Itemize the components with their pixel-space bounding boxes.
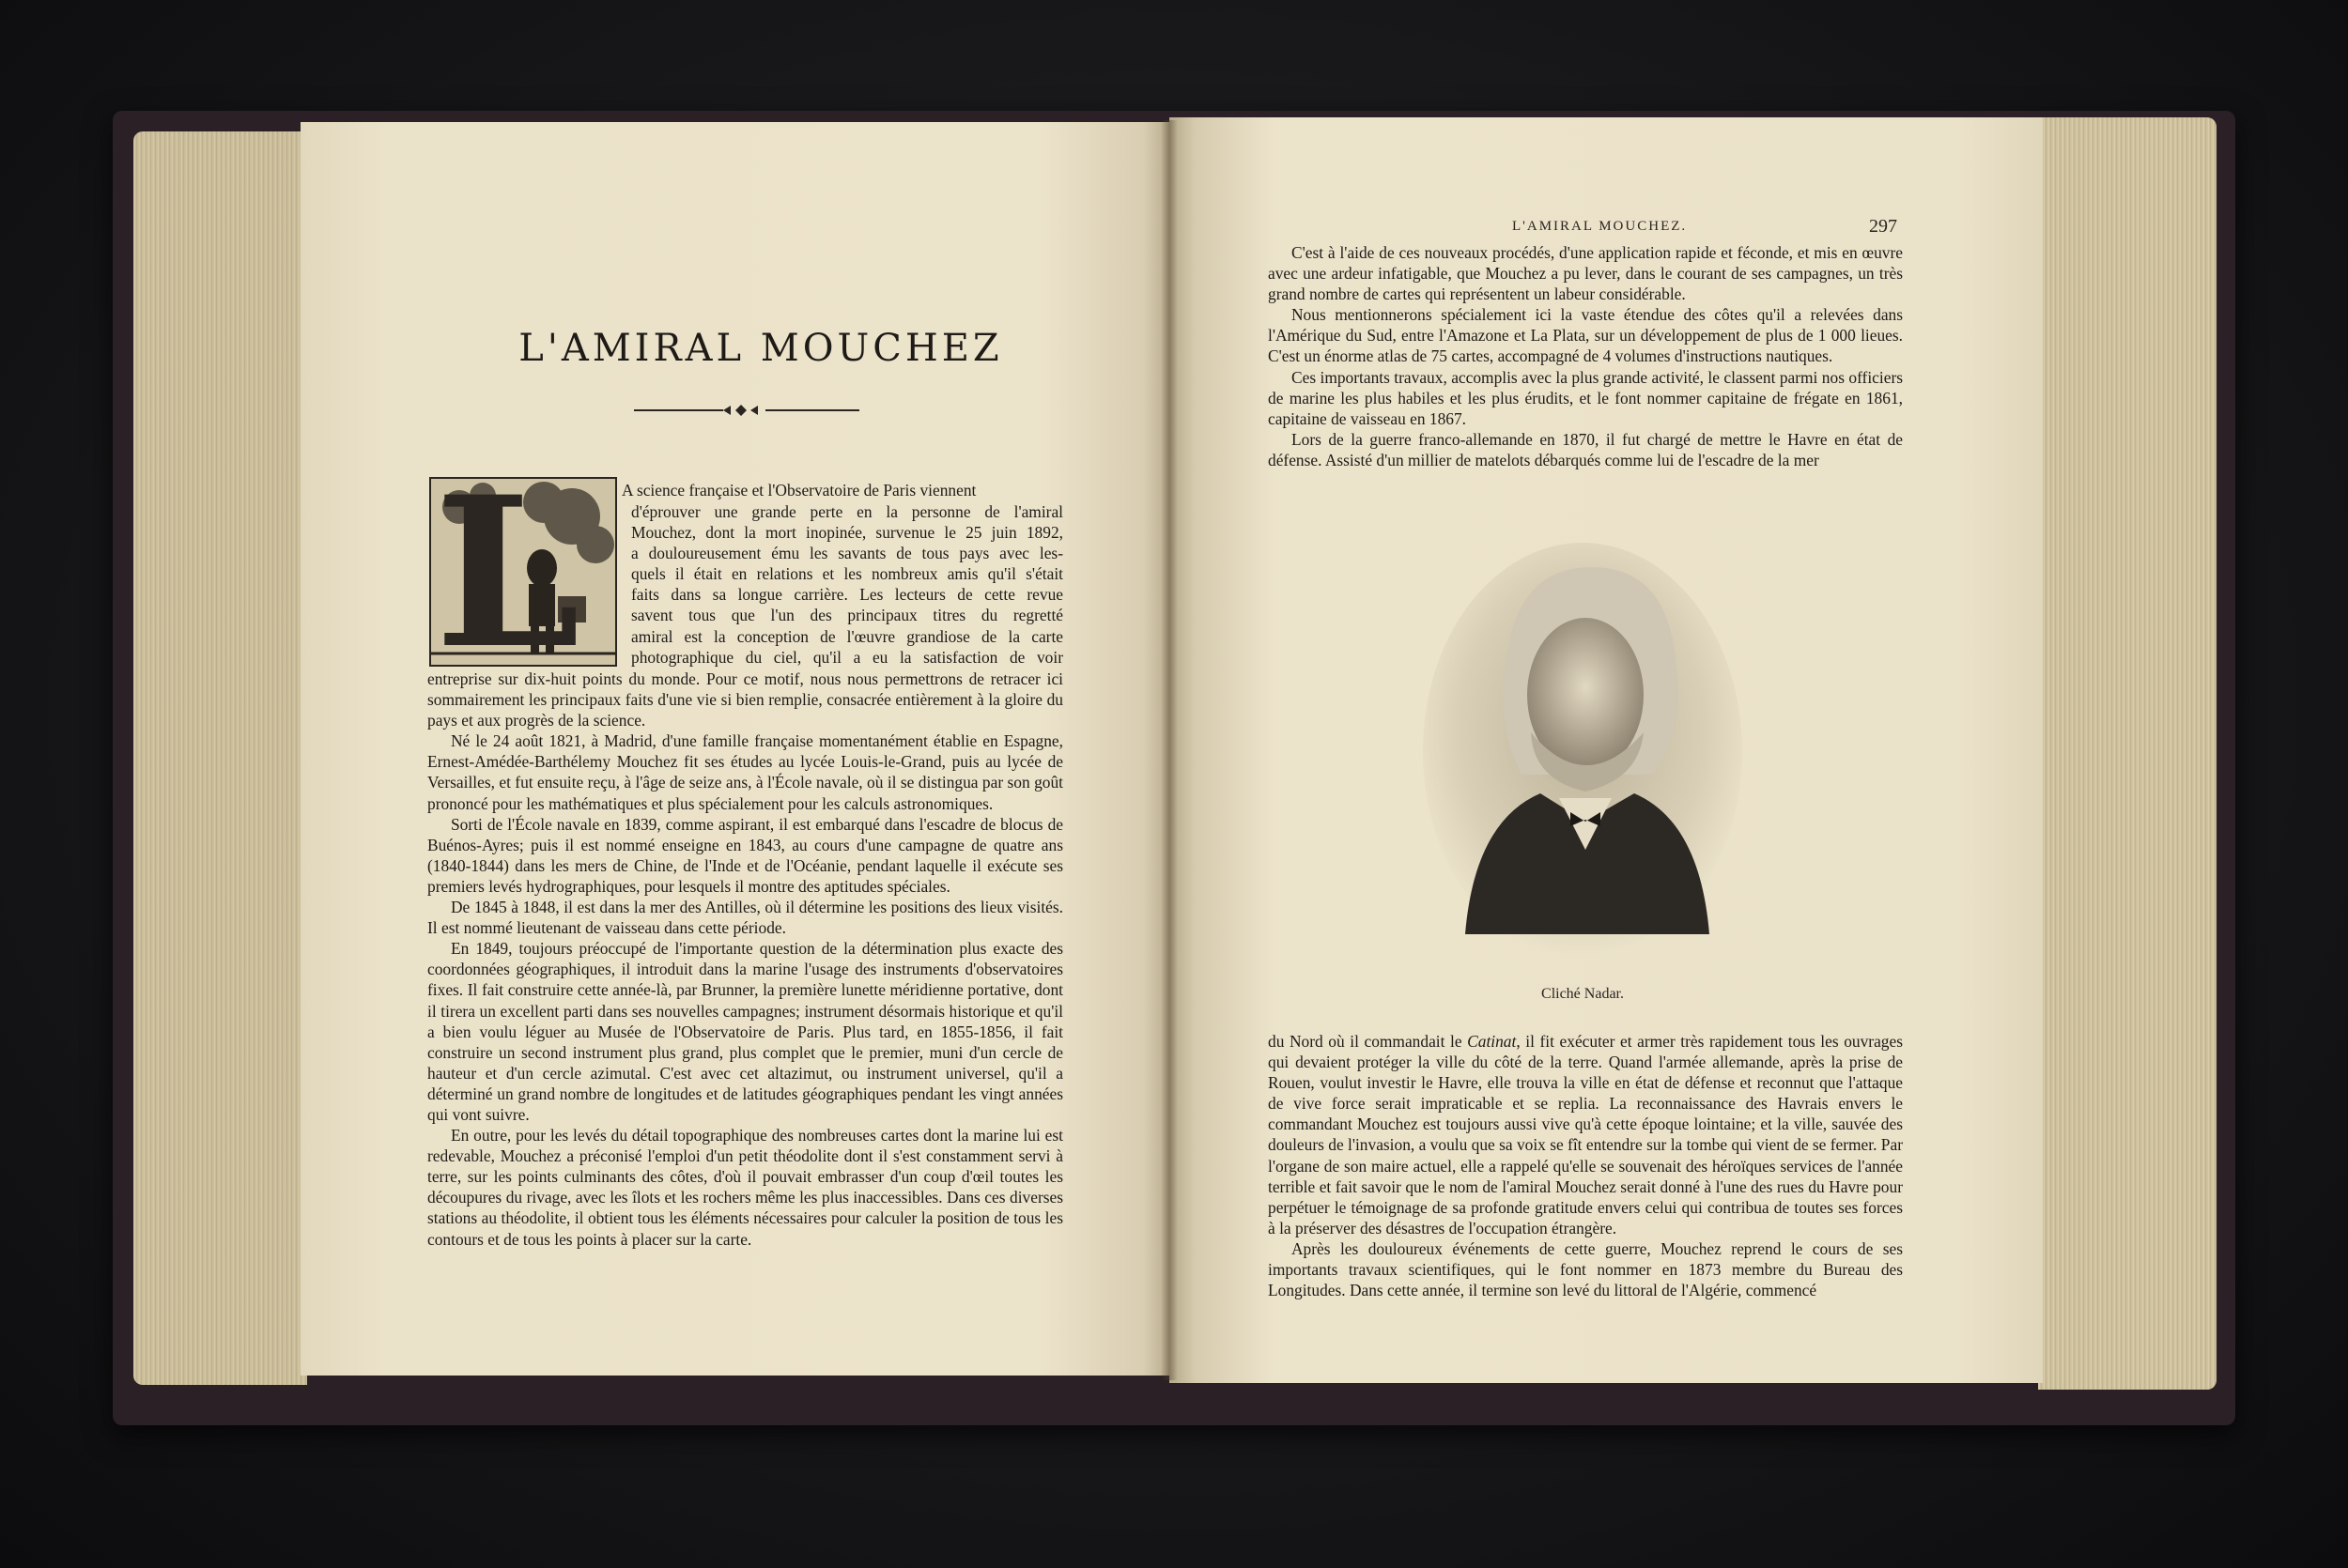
article-title: L'AMIRAL MOUCHEZ — [518, 327, 1003, 370]
paragraph: En 1849, toujours préoccupé de l'importante question de la détermination plus exacte des coordonnées géographiques, il introduit dans la marine l'usage des instruments d'observatoires fixes. Il fait construire cette année-là, par Brunner, la première lunette méridienne portative, dont il tirera un excellent parti dans ses nouvelles campagnes; instrument désormais historique et qu'il a bien voulu léguer au Musée de l'Observatoire de Paris. Plus tard, en 1855-1856, il fait construire un second instrument plus grand, plus complet que le premier, muni d'un cercle de hauteur et d'un cercle azimutal. C'est avec cet altazimut, ou instrument universel, qu'il a déterminé un grand nombre de longitudes et de latitudes géographiques pendant les vingt années qui vont suivre. — [427, 939, 1063, 1124]
right-page-bottom-text — [1268, 1031, 1903, 1343]
intro-line: Mouchez, dont la mort inopinée, survenue le 25 juin 1892, — [631, 523, 1063, 543]
intro-line: savent tous que l'un des principaux titres du regretté — [631, 606, 1063, 625]
paragraph: De 1845 à 1848, il est dans la mer des Antilles, où il détermine les positions des lieux visités. Il est nommé lieutenant de vaisseau dans cette période. — [427, 898, 1063, 938]
intro-line: a douloureusement ému les savants de tous pays avec les- — [631, 544, 1063, 563]
continuation-paragraph — [1268, 1031, 1903, 1238]
intro-line: faits dans sa longue carrière. Les lecteurs de cette revue — [631, 585, 1063, 605]
paragraph: Nous mentionnerons spécialement ici la vaste étendue des côtes qu'il a relevées dans l'Amérique du Sud, entre l'Amazone et La Plata, sur un développement de plus de 1 000 lieues. C'est un énorme atlas de 75 cartes, accompagné de 4 volumes d'instructions nautiques. — [1268, 305, 1903, 366]
intro-first-line-text: A science française et l'Observatoire de Paris viennent — [622, 481, 977, 500]
intro-continuation: entreprise sur dix-huit points du monde. Pour ce motif, nous nous permettrons de retracer ici sommairement les principaux faits d'une vie si bien remplie, consacrée entièrement à la gloire du pays et aux progrès de la science. — [427, 669, 1063, 730]
running-title: L'AMIRAL MOUCHEZ. — [1512, 219, 1688, 234]
portrait-engraving — [1418, 540, 1747, 962]
intro-line: amiral est la conception de l'œuvre grandiose de la carte — [631, 626, 1063, 646]
book-gutter — [1161, 120, 1178, 1380]
paragraph: Après les douloureux événements de cette guerre, Mouchez reprend le cours de ses importants travaux scientifiques, qui le font nommer en 1873 membre du Bureau des Longitudes. Dans cette année, il termine son levé du littoral de l'Algérie, commencé — [1268, 1238, 1903, 1300]
intro-line: quels il était en relations et les nombreux amis qu'il s'était — [631, 564, 1063, 584]
ornament-divider — [634, 401, 859, 420]
paragraph: Sorti de l'École navale en 1839, comme aspirant, il est embarqué dans l'escadre de blocus de Buénos-Ayres; puis il est nommé enseigne en 1843, au cours d'une campagne de quatre ans (1840-1844) dans les mers de Chine, de l'Inde et de l'Océanie, pendant laquelle il exécute ses premiers levés hydrographiques, pour lesquels il montre des aptitudes spéciales. — [427, 814, 1063, 896]
paragraph: C'est à l'aide de ces nouveaux procédés, d'une application rapide et féconde, et mis en œuvre avec une ardeur infatigable, que Mouchez a pu lever, dans le courant de ses campagnes, un très grand nombre de cartes qui représentent un labeur considérable. — [1268, 243, 1903, 304]
continuation-rest: , il fit exécuter et armer très rapidement tous les ouvrages qui devaient protéger la ville du côté de la terre. Quand l'armée allemande, après la prise de Rouen, voulut investir le Havre, elle trouva la ville en état de défense et reconnut que l'attaque de vive force serait impraticable et se replia. La reconnaissance des Havrais envers le commandant Mouchez est toujours aussi vive qu'à cette époque lointaine; et la ville, sauvée des douleurs de l'invasion, a voulu que sa voix se fît entendre sur la tombe qui vient de se fermer. Par l'organe de son maire actuel, elle a rappelé qu'elle se souvenait des héroïques services de l'année terrible et fait savoir que le nom de l'amiral Mouchez serait donné à l'une des rues du Havre pour perpétuer le témoignage de sa profonde gratitude envers celui qui contribua de toutes ses forces à la préserver des désastres de l'occupation étrangère. — [1268, 1032, 1903, 1237]
continuation-start: du Nord où il commandait le — [1268, 1032, 1468, 1051]
paragraph: Né le 24 août 1821, à Madrid, d'une famille française momentanément établie en Espagne, Ernest-Amédée-Barthélemy Mouchez fit ses études au lycée Louis-le-Grand, puis au lycée de Versailles, et fut ensuite reçu, à l'âge de seize ans, à l'École navale, où il se distingua par son goût prononcé pour les mathématiques et plus spécialement pour les calculs astronomiques. — [427, 731, 1063, 813]
dropcap-letter: L — [435, 477, 580, 667]
paragraph: En outre, pour les levés du détail topographique des nombreuses cartes dont la marine lui est redevable, Mouchez a préconisé l'emploi d'un petit théodolite dont il s'est constamment servi à terre, sur les points culminants des côtes, d'où il pouvait embrasser d'un coup d'œil toutes les découpures du rivage, avec les îlots et les rochers même les plus inaccessibles. Dans ces diverses stations au théodolite, il obtient tous les éléments nécessaires pour calculer la position de tous les contours et de tous les points à placer sur la carte. — [427, 1126, 1063, 1249]
left-page-edges — [133, 131, 307, 1385]
paragraph: Ces importants travaux, accomplis avec la plus grande activité, le classent parmi nos officiers de marine les plus habiles et les plus érudits, et le font nommer capitaine de frégate en 1861, capitaine de vaisseau en 1867. — [1268, 367, 1903, 428]
intro-first-line — [622, 480, 1063, 500]
paragraph: Lors de la guerre franco-allemande en 1870, il fut chargé de mettre le Havre en état de défense. Assisté d'un millier de matelots débarqués comme lui de l'escadre de la mer — [1268, 429, 1903, 469]
page-number: 297 — [1869, 216, 1897, 237]
right-page-edges — [2038, 117, 2217, 1390]
right-page-top-text — [1268, 242, 1903, 519]
intro-wrapped-lines — [631, 501, 1063, 668]
portrait-caption: Cliché Nadar. — [1541, 986, 1624, 1002]
illustrated-dropcap — [429, 477, 617, 667]
ship-name: Catinat — [1467, 1032, 1517, 1051]
intro-line: d'éprouver une grande perte en la personne de l'amiral — [631, 502, 1063, 521]
left-page-body — [427, 669, 1063, 1345]
intro-line: photographique du ciel, qu'il a eu la satisfaction de voir — [631, 647, 1063, 667]
